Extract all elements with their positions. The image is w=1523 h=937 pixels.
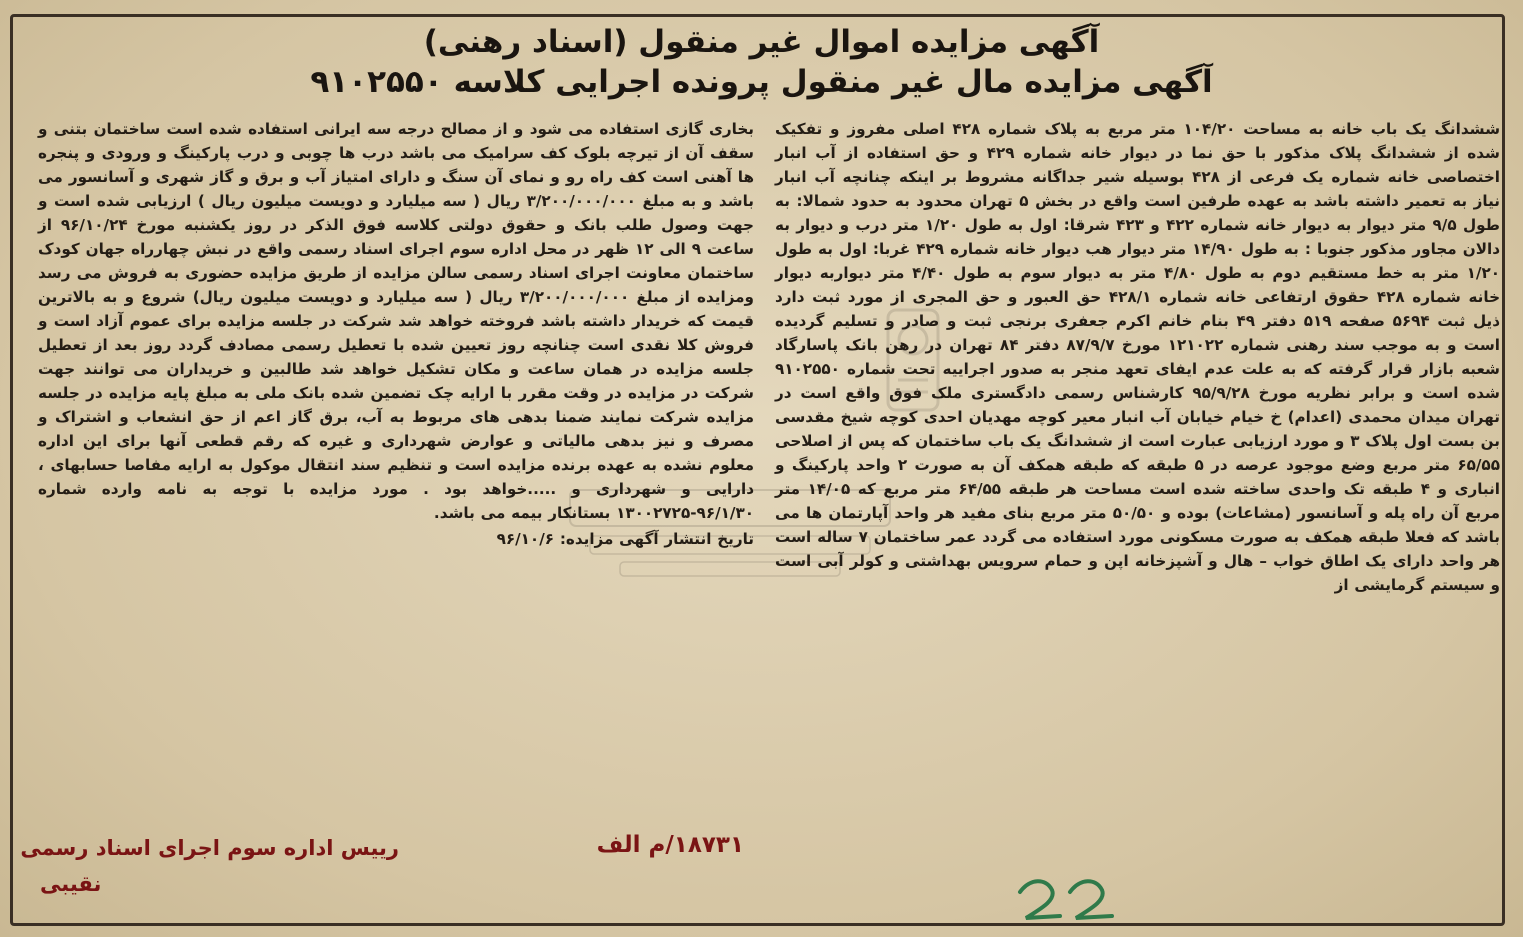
- ad-header: [0, 22, 1523, 102]
- left-text-column: [38, 117, 754, 551]
- signer-name: نقیبی: [40, 872, 102, 896]
- ad-title: آگهی مزایده اموال غیر منقول (اسناد رهنی): [423, 24, 1100, 60]
- signer-title: رییس اداره سوم اجرای اسناد رسمی: [20, 836, 399, 860]
- reference-code: ۱۸۷۳۱/م الف: [596, 832, 744, 858]
- right-text-column: [775, 117, 1500, 597]
- auction-terms: بخاری گازی استفاده می شود و از مصالح درجه سه ایرانی استفاده شده است ساختمان بتنی و سقف آن از تیرچه بلوک کف سرامیک می باشد درب ها چوبی و درب پارکینگ و ورودی و پنجره ها آهنی است کف راه رو و نمای آن سنگ و دارای امتیاز آب و برق و گاز شهری و آسانسور می باشد و به مبلغ ۳/۲۰۰/۰۰۰/۰۰۰ ریال ( سه میلیارد و دویست میلیون ریال ) ارزیابی شده است و جهت وصول طلب بانک و حقوق دولتی کلاسه فوق الذکر در روز یکشنبه مورخ ۹۶/۱۰/۲۴ از ساعت ۹ الی ۱۲ ظهر در محل اداره سوم اجرای اسناد رسمی واقع در نبش چهارراه جهان کودک ساختمان معاونت اجرای اسناد رسمی سالن مزایده از طریق مزایده حضوری به فروش می رسد ومزایده از مبلغ ۳/۲۰۰/۰۰۰/۰۰۰ ریال ( سه میلیارد و دویست میلیون ریال) شروع و به بالاترین قیمت که خریدار داشته باشد فروخته خواهد شد شرکت در جلسه مزایده برای عموم آزاد است و فروش کلا نقدی است چنانچه روز تعیین شده با تعطیل رسمی مصادف گردد روز بعد از تعطیل جلسه مزایده در همان ساعت و مکان تشکیل خواهد شد طالبین و خریداران می توانند جهت شرکت در مزایده در وقت مقرر با ارایه چک تضمین شده بانک ملی به مبلغ پایه مزایده در جلسه مزایده شرکت نمایند ضمنا بدهی های مربوط به آب، برق گاز اعم از حق انشعاب و اشتراک و مصرف و نیز بدهی مالیاتی و عوارض شهرداری و غیره که رقم قطعی آنها برای این اداره معلوم نشده به عهده برنده مزایده است و تنظیم سند انتقال موکول به ارایه مفاصا حسابهای ، دارایی و شهرداری و .....خواهد بود . مورد مزایده با توجه به نامه وارده شماره ۹۶/۱/۳۰-۱۳۰۰۲۷۲۵ بستانکار بیمه می باشد.: [38, 120, 754, 522]
- signature-block: [20, 828, 754, 908]
- property-description: ششدانگ یک باب خانه به مساحت ۱۰۴/۲۰ متر مربع به پلاک شماره ۴۲۸ اصلی مفروز و تفکیک شده از ششدانگ پلاک مذکور با حق نما در دیوار خانه شماره ۴۲۹ و حق استفاده از آب انبار اختصاصی خانه شماره یک فرعی از ۴۲۸ بوسیله شیر جداگانه مشروط بر اینکه چنانچه آب انبار نیاز به تعمیر داشته باشد به عهده طرفین است واقع در بخش ۵ تهران محدود به حدود شمالا: به طول ۹/۵ متر دیوار به دیوار خانه شماره ۴۲۲ و ۴۲۳ شرقا: اول به طول ۱/۲۰ متر درب و دیوار به دالان مجاور مذکور جنوبا : به طول ۱۴/۹۰ متر دیوار هب دیوار خانه شماره ۴۲۹ غربا: اول به طول ۱/۲۰ متر به خط مستقیم دوم به طول ۴/۸۰ متر به دیوار سوم به طول ۴/۴۰ متر دیواربه دیوار خانه شماره ۴۲۸ حقوق ارتفاعی خانه شماره ۴۲۸/۱ حق العبور و حق المجری از مورد ثبت دارد ذیل ثبت ۵۶۹۴ صفحه ۵۱۹ دفتر ۴۹ بنام خانم اکرم جعفری برنجی ثبت و صادر و تسلیم گردیده است و به موجب سند رهنی شماره ۱۲۱۰۲۲ مورخ ۸۷/۹/۷ دفتر ۸۴ تهران در رهن بانک پاسارگاد شعبه بازار قرار گرفته که به علت عدم ایفای تعهد منجر به صدور اجراییه تحت شماره ۹۱۰۲۵۵۰ شده است و برابر نظریه مورخ ۹۵/۹/۲۸ کارشناس رسمی دادگستری ملک فوق واقع است در تهران میدان محمدی (اعدام) خ خیام خیابان آب انبار معیر کوچه مهدیان احدی کوچه شیخ مقدسی بن بست اول پلاک ۳ و مورد ارزیابی عبارت است از ششدانگ یک باب ساختمان که پس از اصلاحی ۶۵/۵۵ متر مربع وضع موجود عرصه در ۵ طبقه که طبقه همکف آن به صورت ۲ واحد پارکینگ و انباری و ۴ طبقه تک واحدی ساخته شده است مساحت هر طبقه ۶۴/۵۵ متر مربع که ۱۴/۰۵ متر مربع آن راه پله و آسانسور (مشاعات) بوده و ۵۰/۵۰ متر مربع بنای مفید هر واحد آپارتمان ها می باشد که فعلا طبقه همکف به صورت مسکونی مورد استفاده می گردد عمر ساختمان ۷ ساله است هر واحد دارای یک اطاق خواب – هال و آشپزخانه اپن و حمام سرویس بهداشتی و کولر آبی است و سیستم گرمایشی از: [775, 120, 1501, 594]
- ad-subtitle: آگهی مزایده مال غیر منقول پرونده اجرایی کلاسه ۹۱۰۲۵۵۰: [310, 64, 1213, 100]
- publish-date: تاریخ انتشار آگهی مزایده: ۹۶/۱۰/۶: [496, 530, 754, 548]
- handwritten-page-number: [1012, 870, 1122, 930]
